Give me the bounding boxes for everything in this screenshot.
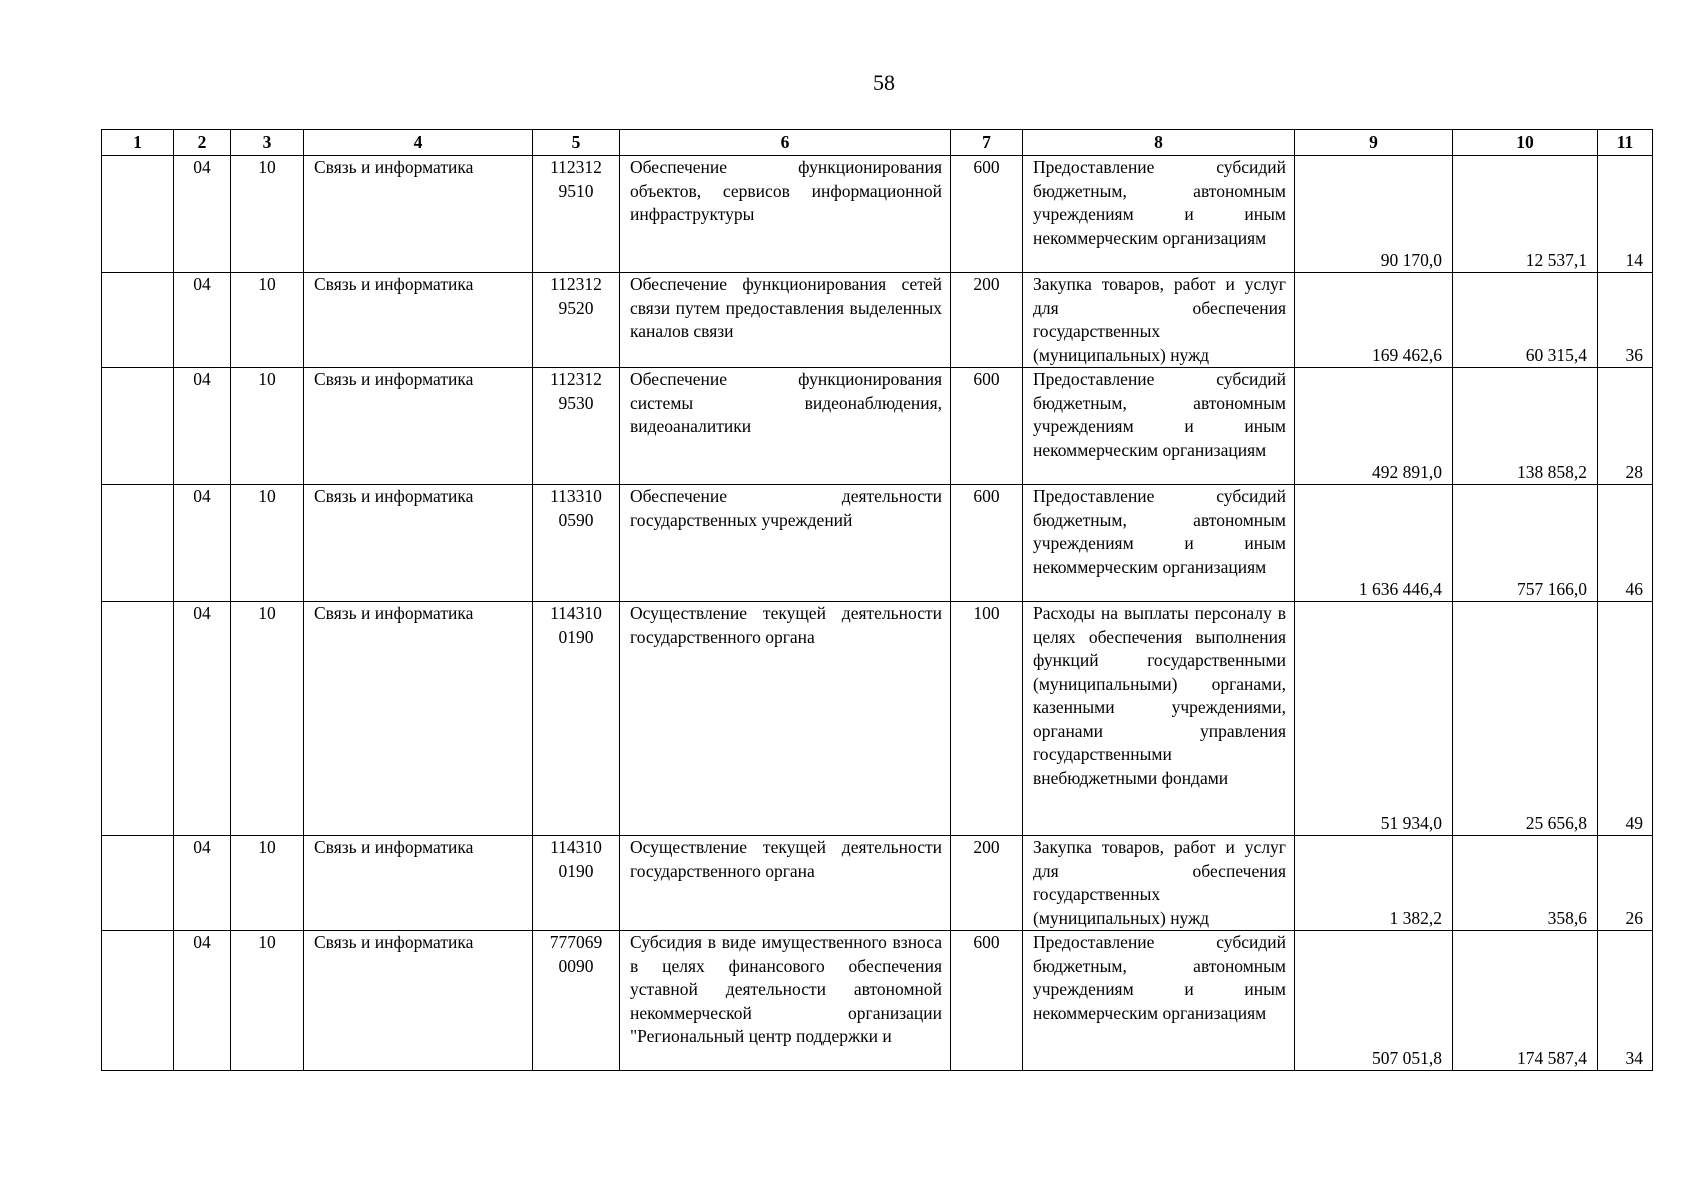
cell-target-article [533, 602, 620, 836]
table-body [102, 156, 1653, 1071]
cell-target-article [533, 836, 620, 931]
target-article-part1: 113310 [550, 486, 602, 506]
cell-subsection: 10 [231, 602, 304, 836]
cell-target-article [533, 368, 620, 485]
cell-expense-type-name: Предоставление субсидий бюджетным, автономным учреждениям и иным некоммерческим организациям [1023, 156, 1295, 273]
table-row [102, 836, 1653, 931]
cell-percent: 28 [1598, 368, 1653, 485]
cell-subsection: 10 [231, 273, 304, 368]
cell-percent: 34 [1598, 931, 1653, 1071]
cell-expense-type-name: Предоставление субсидий бюджетным, автономным учреждениям и иным некоммерческим организациям [1023, 368, 1295, 485]
table-row [102, 485, 1653, 602]
cell-section-name: Связь и информатика [304, 368, 533, 485]
cell-amount-plan: 90 170,0 [1295, 156, 1453, 273]
cell-percent: 26 [1598, 836, 1653, 931]
cell-expense-type-name: Предоставление субсидий бюджетным, автономным учреждениям и иным некоммерческим организациям [1023, 931, 1295, 1071]
cell-expense-type: 100 [951, 602, 1023, 836]
column-header-2: 2 [174, 130, 231, 156]
cell-subsection: 10 [231, 836, 304, 931]
cell-amount-plan: 507 051,8 [1295, 931, 1453, 1071]
cell-article-name: Обеспечение функционирования сетей связи путем предоставления выделенных каналов связи [620, 273, 951, 368]
cell-section-name: Связь и информатика [304, 836, 533, 931]
cell-target-article [533, 485, 620, 602]
cell-col1 [102, 156, 174, 273]
cell-subsection: 10 [231, 156, 304, 273]
cell-expense-type-name: Закупка товаров, работ и услуг для обеспечения государственных (муниципальных) нужд [1023, 273, 1295, 368]
cell-expense-type-name: Предоставление субсидий бюджетным, автономным учреждениям и иным некоммерческим организациям [1023, 485, 1295, 602]
cell-col1 [102, 602, 174, 836]
cell-amount-actual: 60 315,4 [1453, 273, 1598, 368]
column-header-8: 8 [1023, 130, 1295, 156]
cell-amount-plan: 1 382,2 [1295, 836, 1453, 931]
cell-col1 [102, 368, 174, 485]
cell-col1 [102, 836, 174, 931]
cell-expense-type: 600 [951, 368, 1023, 485]
column-header-3: 3 [231, 130, 304, 156]
column-header-7: 7 [951, 130, 1023, 156]
target-article-part1: 777069 [549, 932, 603, 952]
cell-col1 [102, 485, 174, 602]
cell-subsection: 10 [231, 368, 304, 485]
cell-section: 04 [174, 602, 231, 836]
column-header-10: 10 [1453, 130, 1598, 156]
cell-amount-plan: 51 934,0 [1295, 602, 1453, 836]
cell-amount-actual: 174 587,4 [1453, 931, 1598, 1071]
cell-subsection: 10 [231, 931, 304, 1071]
header-row [102, 130, 1653, 156]
cell-amount-plan: 492 891,0 [1295, 368, 1453, 485]
cell-amount-actual: 25 656,8 [1453, 602, 1598, 836]
cell-expense-type: 600 [951, 485, 1023, 602]
page-number: 58 [873, 70, 895, 95]
table-row [102, 602, 1653, 836]
cell-target-article [533, 273, 620, 368]
cell-section-name: Связь и информатика [304, 485, 533, 602]
cell-percent: 36 [1598, 273, 1653, 368]
target-article-part1: 114310 [550, 603, 602, 623]
cell-percent: 49 [1598, 602, 1653, 836]
target-article-part2: 9530 [558, 392, 594, 413]
target-article-part1: 114310 [550, 837, 602, 857]
column-header-1: 1 [102, 130, 174, 156]
cell-article-name: Обеспечение деятельности государственных учреждений [620, 485, 951, 602]
cell-percent: 46 [1598, 485, 1653, 602]
table-row [102, 156, 1653, 273]
cell-section: 04 [174, 368, 231, 485]
cell-amount-actual: 757 166,0 [1453, 485, 1598, 602]
cell-article-name: Обеспечение функционирования объектов, сервисов информационной инфраструктуры [620, 156, 951, 273]
cell-article-name: Осуществление текущей деятельности государственного органа [620, 836, 951, 931]
cell-amount-plan: 1 636 446,4 [1295, 485, 1453, 602]
cell-amount-actual: 138 858,2 [1453, 368, 1598, 485]
cell-section: 04 [174, 156, 231, 273]
target-article-part2: 0590 [558, 509, 594, 530]
cell-section: 04 [174, 836, 231, 931]
cell-article-name: Субсидия в виде имущественного взноса в целях финансового обеспечения уставной деятельности автономной некоммерческой организации "Региональный центр поддержки и [620, 931, 951, 1071]
cell-article-name: Осуществление текущей деятельности государственного органа [620, 602, 951, 836]
cell-section-name: Связь и информатика [304, 931, 533, 1071]
cell-amount-plan: 169 462,6 [1295, 273, 1453, 368]
budget-table [101, 129, 1653, 1071]
cell-expense-type-name: Расходы на выплаты персоналу в целях обеспечения выполнения функций государственными (муниципальными) органами, казенными учреждениями, органами управления государственными внебюджетными фондами [1023, 602, 1295, 836]
cell-target-article [533, 156, 620, 273]
cell-target-article [533, 931, 620, 1071]
target-article-part1: 112312 [550, 157, 602, 177]
table-row [102, 273, 1653, 368]
target-article-part2: 0190 [558, 860, 594, 881]
cell-section-name: Связь и информатика [304, 156, 533, 273]
table-header [102, 130, 1653, 156]
table-row [102, 931, 1653, 1071]
cell-section: 04 [174, 273, 231, 368]
table-row [102, 368, 1653, 485]
cell-subsection: 10 [231, 485, 304, 602]
column-header-6: 6 [620, 130, 951, 156]
cell-percent: 14 [1598, 156, 1653, 273]
cell-expense-type-name: Закупка товаров, работ и услуг для обеспечения государственных (муниципальных) нужд [1023, 836, 1295, 931]
cell-section: 04 [174, 485, 231, 602]
target-article-part2: 0190 [558, 626, 594, 647]
target-article-part2: 9510 [558, 180, 594, 201]
column-header-5: 5 [533, 130, 620, 156]
cell-expense-type: 600 [951, 156, 1023, 273]
column-header-9: 9 [1295, 130, 1453, 156]
cell-section: 04 [174, 931, 231, 1071]
cell-col1 [102, 931, 174, 1071]
cell-col1 [102, 273, 174, 368]
cell-section-name: Связь и информатика [304, 273, 533, 368]
target-article-part2: 0090 [558, 955, 594, 976]
cell-article-name: Обеспечение функционирования системы видеонаблюдения, видеоаналитики [620, 368, 951, 485]
column-header-4: 4 [304, 130, 533, 156]
cell-amount-actual: 358,6 [1453, 836, 1598, 931]
target-article-part2: 9520 [558, 297, 594, 318]
cell-amount-actual: 12 537,1 [1453, 156, 1598, 273]
target-article-part1: 112312 [550, 274, 602, 294]
target-article-part1: 112312 [550, 369, 602, 389]
cell-expense-type: 600 [951, 931, 1023, 1071]
cell-expense-type: 200 [951, 273, 1023, 368]
column-header-11: 11 [1598, 130, 1653, 156]
cell-expense-type: 200 [951, 836, 1023, 931]
cell-section-name: Связь и информатика [304, 602, 533, 836]
